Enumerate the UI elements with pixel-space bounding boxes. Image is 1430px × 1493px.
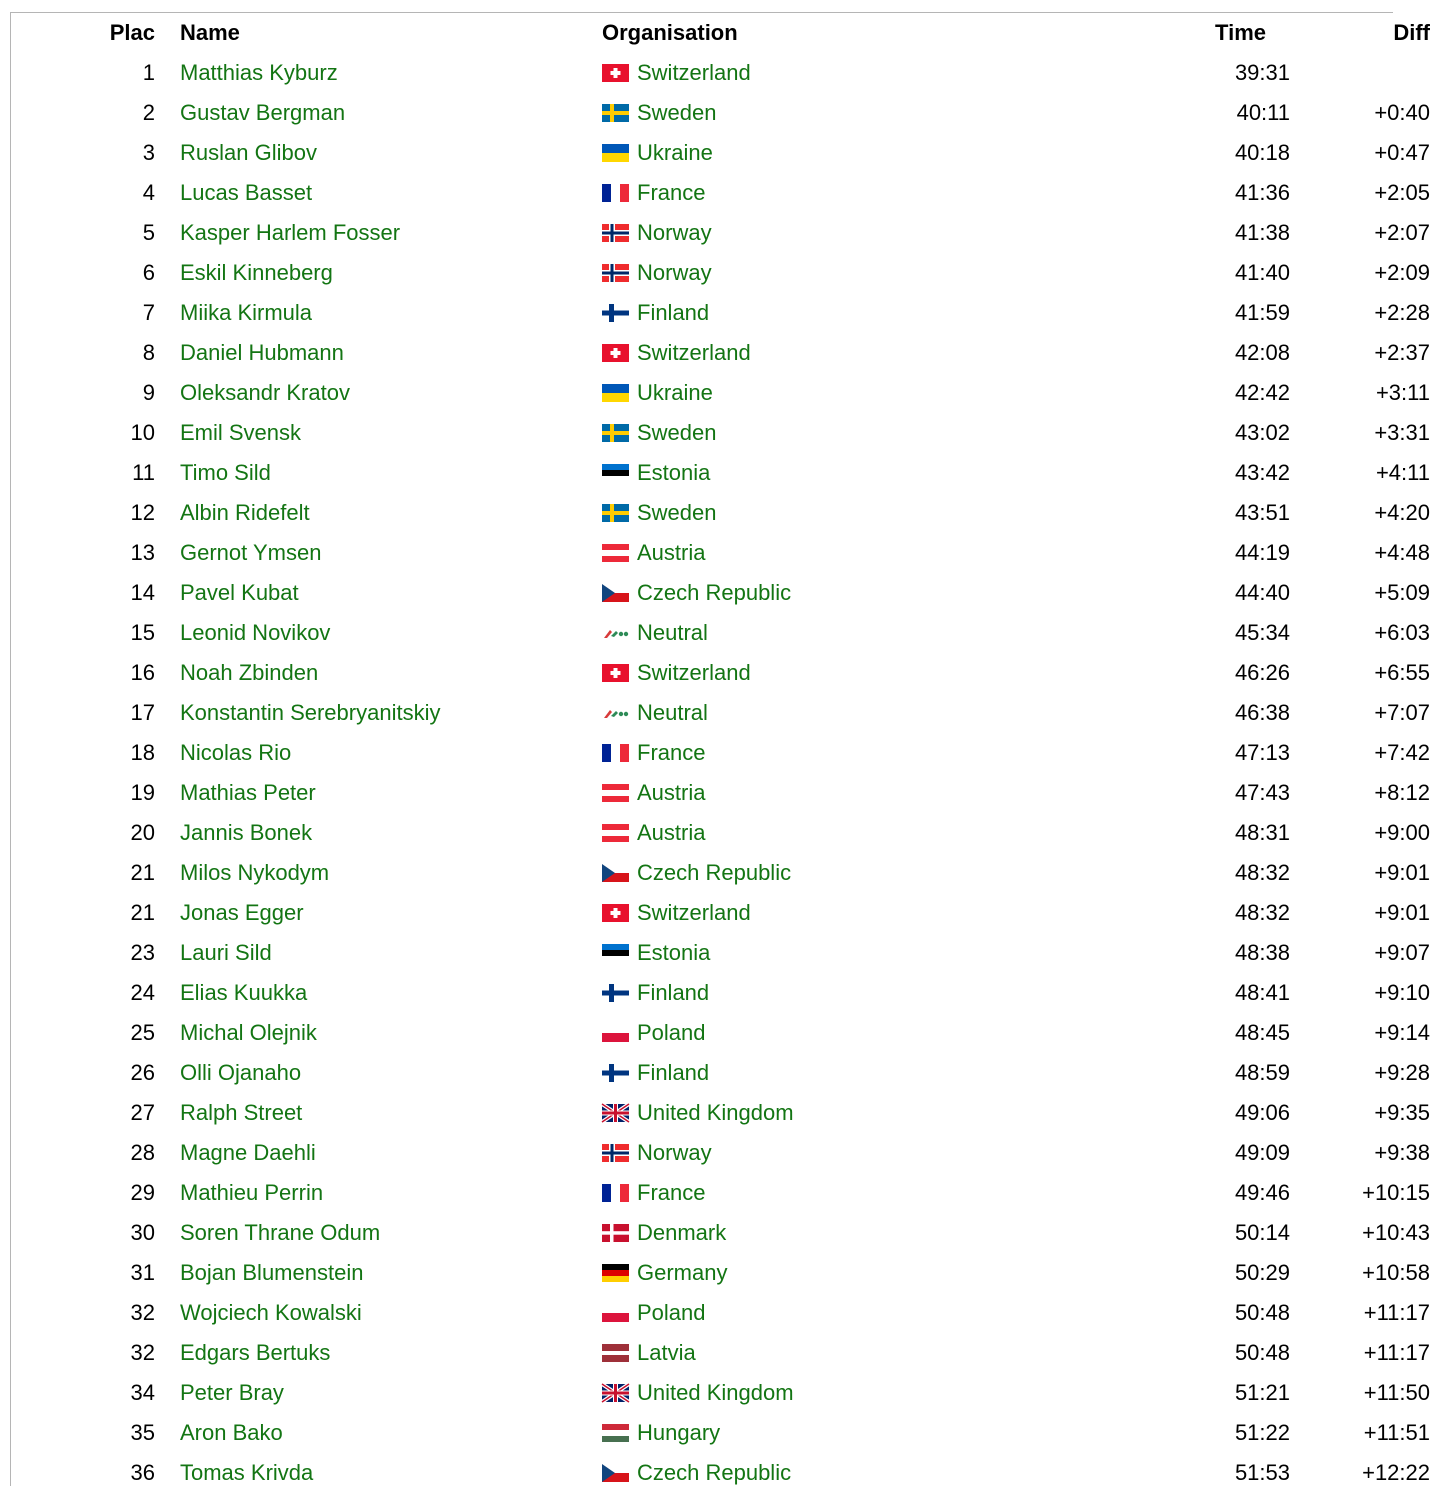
diff-cell: +9:01 [1374, 860, 1430, 885]
place-cell: 11 [132, 460, 155, 485]
diff-cell: +4:20 [1374, 500, 1430, 525]
table-row [12, 213, 1430, 253]
table-row [12, 533, 1430, 573]
runner-name-link[interactable]: Aron Bako [180, 1420, 283, 1445]
place-cell: 29 [130, 1180, 155, 1205]
organisation-link[interactable]: United Kingdom [637, 1380, 794, 1405]
at-flag-icon [602, 824, 629, 842]
table-row [12, 1093, 1430, 1133]
organisation-link[interactable]: Sweden [637, 500, 717, 525]
se-flag-icon [602, 424, 629, 442]
lv-flag-icon [602, 1344, 629, 1362]
neutral-flag-icon [602, 704, 629, 722]
time-cell: 41:40 [1234, 260, 1290, 285]
at-flag-icon [602, 784, 629, 802]
diff-cell: +11:51 [1363, 1420, 1430, 1445]
place-cell: 26 [130, 1060, 155, 1085]
column-header-organisation[interactable]: Organisation [602, 20, 738, 45]
runner-name-link[interactable]: Wojciech Kowalski [180, 1300, 362, 1325]
cz-flag-icon [602, 864, 629, 882]
diff-cell: +4:11 [1375, 460, 1430, 485]
runner-name-link[interactable]: Tomas Krivda [180, 1460, 314, 1485]
diff-cell: +4:48 [1374, 540, 1430, 565]
runner-name-link[interactable]: Albin Ridefelt [180, 500, 310, 525]
table-row [12, 1333, 1430, 1373]
place-cell: 3 [142, 140, 155, 165]
place-cell: 16 [130, 660, 155, 685]
place-cell: 30 [130, 1220, 155, 1245]
no-flag-icon [602, 1144, 629, 1162]
time-cell: 48:38 [1234, 940, 1290, 965]
runner-name-link[interactable]: Pavel Kubat [180, 580, 299, 605]
place-cell: 20 [130, 820, 155, 845]
place-cell: 35 [130, 1420, 155, 1445]
place-cell: 36 [130, 1460, 155, 1485]
diff-cell: +2:05 [1374, 180, 1430, 205]
table-row [12, 933, 1430, 973]
table-row [12, 453, 1430, 493]
organisation-link[interactable]: Neutral [637, 700, 708, 725]
diff-cell: +2:28 [1374, 300, 1430, 325]
runner-name-link[interactable]: Lucas Basset [180, 180, 313, 205]
organisation-link[interactable]: Czech Republic [637, 1460, 792, 1485]
diff-cell [1290, 53, 1430, 93]
time-cell: 49:46 [1234, 1180, 1290, 1205]
organisation-link[interactable]: Finland [637, 300, 710, 325]
time-cell: 48:41 [1234, 980, 1290, 1005]
diff-cell: +6:03 [1374, 620, 1430, 645]
diff-cell: +0:40 [1374, 100, 1430, 125]
runner-name-link[interactable]: Kasper Harlem Fosser [180, 220, 401, 245]
fi-flag-icon [602, 1064, 629, 1082]
place-cell: 7 [142, 300, 155, 325]
runner-name-link[interactable]: Bojan Blumenstein [180, 1260, 364, 1285]
diff-cell: +12:22 [1362, 1460, 1430, 1485]
place-cell: 34 [130, 1380, 155, 1405]
fi-flag-icon [602, 304, 629, 322]
no-flag-icon [602, 224, 629, 242]
table-row [12, 133, 1430, 173]
runner-name-link[interactable]: Mathias Peter [180, 780, 316, 805]
time-cell: 48:32 [1234, 900, 1290, 925]
diff-cell: +9:07 [1374, 940, 1430, 965]
column-header-time[interactable]: Time [1215, 20, 1266, 45]
place-cell: 15 [130, 620, 155, 645]
time-cell: 41:36 [1234, 180, 1290, 205]
place-cell: 25 [130, 1020, 155, 1045]
organisation-link[interactable]: Sweden [637, 100, 717, 125]
time-cell: 45:34 [1234, 620, 1290, 645]
time-cell: 43:51 [1234, 500, 1290, 525]
diff-cell: +2:09 [1374, 260, 1430, 285]
runner-name-link[interactable]: Milos Nykodym [180, 860, 330, 885]
fr-flag-icon [602, 1184, 629, 1202]
table-row [12, 1253, 1430, 1293]
organisation-link[interactable]: Austria [637, 820, 706, 845]
table-row [12, 893, 1430, 933]
fr-flag-icon [602, 744, 629, 762]
ch-flag-icon [602, 64, 629, 82]
organisation-link[interactable]: Finland [637, 1060, 710, 1085]
diff-cell: +9:10 [1374, 980, 1430, 1005]
place-cell: 13 [130, 540, 155, 565]
table-row [12, 53, 1430, 93]
runner-name-link[interactable]: Emil Svensk [180, 420, 302, 445]
ua-flag-icon [602, 384, 629, 402]
organisation-link[interactable]: Czech Republic [637, 580, 792, 605]
organisation-link[interactable]: Ukraine [637, 140, 713, 165]
ee-flag-icon [602, 944, 629, 962]
organisation-link[interactable]: Finland [637, 980, 710, 1005]
organisation-link[interactable]: Switzerland [637, 340, 751, 365]
place-cell: 10 [130, 420, 155, 445]
runner-name-link[interactable]: Jonas Egger [180, 900, 304, 925]
organisation-link[interactable]: France [637, 180, 706, 205]
organisation-link[interactable]: Denmark [637, 1220, 727, 1245]
table-row [12, 253, 1430, 293]
time-cell: 43:42 [1234, 460, 1290, 485]
diff-cell: +10:58 [1362, 1260, 1430, 1285]
runner-name-link[interactable]: Peter Bray [180, 1380, 284, 1405]
table-row [12, 373, 1430, 413]
table-row [12, 693, 1430, 733]
table-row [12, 1373, 1430, 1413]
runner-name-link[interactable]: Edgars Bertuks [180, 1340, 331, 1365]
runner-name-link[interactable]: Oleksandr Kratov [180, 380, 350, 405]
dk-flag-icon [602, 1224, 629, 1242]
time-cell: 48:31 [1234, 820, 1290, 845]
gb-flag-icon [602, 1384, 629, 1402]
ch-flag-icon [602, 344, 629, 362]
runner-name-link[interactable]: Soren Thrane Odum [180, 1220, 381, 1245]
organisation-link[interactable]: Norway [637, 220, 712, 245]
runner-name-link[interactable]: Eskil Kinneberg [180, 260, 333, 285]
runner-name-link[interactable]: Nicolas Rio [180, 740, 292, 765]
runner-name-link[interactable]: Konstantin Serebryanitskiy [180, 700, 441, 725]
time-cell: 51:21 [1234, 1380, 1290, 1405]
fi-flag-icon [602, 984, 629, 1002]
organisation-link[interactable]: Estonia [637, 940, 711, 965]
organisation-link[interactable]: Poland [637, 1020, 706, 1045]
diff-cell: +9:01 [1374, 900, 1430, 925]
place-cell: 21 [130, 900, 155, 925]
table-row [12, 93, 1430, 133]
pl-flag-icon [602, 1024, 629, 1042]
organisation-link[interactable]: Switzerland [637, 900, 751, 925]
organisation-link[interactable]: Ukraine [637, 380, 713, 405]
runner-name-link[interactable]: Mathieu Perrin [180, 1180, 324, 1205]
place-cell: 19 [130, 780, 155, 805]
table-row [12, 493, 1430, 533]
time-cell: 42:42 [1234, 380, 1290, 405]
table-row [12, 173, 1430, 213]
time-cell: 41:38 [1234, 220, 1290, 245]
diff-cell: +9:14 [1374, 1020, 1430, 1045]
table-row [12, 813, 1430, 853]
neutral-flag-icon [602, 624, 629, 642]
place-cell: 31 [130, 1260, 155, 1285]
time-cell: 40:11 [1236, 100, 1290, 125]
runner-name-link[interactable]: Michal Olejnik [180, 1020, 317, 1045]
time-cell: 44:19 [1234, 540, 1290, 565]
time-cell: 50:14 [1234, 1220, 1290, 1245]
place-cell: 32 [130, 1300, 155, 1325]
organisation-link[interactable]: Hungary [637, 1420, 721, 1445]
runner-name-link[interactable]: Olli Ojanaho [180, 1060, 302, 1085]
runner-name-link[interactable]: Miika Kirmula [180, 300, 313, 325]
time-cell: 43:02 [1234, 420, 1290, 445]
column-header-place[interactable]: Plac [109, 20, 155, 45]
time-cell: 42:08 [1234, 340, 1290, 365]
runner-name-link[interactable]: Gernot Ymsen [180, 540, 322, 565]
diff-cell: +10:15 [1362, 1180, 1430, 1205]
organisation-link[interactable]: Estonia [637, 460, 711, 485]
table-row [12, 613, 1430, 653]
place-cell: 18 [130, 740, 155, 765]
ch-flag-icon [602, 904, 629, 922]
table-row [12, 1173, 1430, 1213]
organisation-link[interactable]: France [637, 1180, 706, 1205]
place-cell: 1 [142, 60, 155, 85]
organisation-link[interactable]: Latvia [637, 1340, 696, 1365]
time-cell: 47:13 [1234, 740, 1290, 765]
time-cell: 50:48 [1234, 1340, 1290, 1365]
place-cell: 27 [130, 1100, 155, 1125]
se-flag-icon [602, 504, 629, 522]
table-row [12, 333, 1430, 373]
table-row [12, 1293, 1430, 1333]
runner-name-link[interactable]: Ruslan Glibov [180, 140, 317, 165]
place-cell: 23 [130, 940, 155, 965]
organisation-link[interactable]: United Kingdom [637, 1100, 794, 1125]
se-flag-icon [602, 104, 629, 122]
organisation-link[interactable]: Poland [637, 1300, 706, 1325]
runner-name-link[interactable]: Ralph Street [180, 1100, 303, 1125]
diff-cell: +9:28 [1374, 1060, 1430, 1085]
runner-name-link[interactable]: Leonid Novikov [180, 620, 331, 645]
ee-flag-icon [602, 464, 629, 482]
time-cell: 48:59 [1234, 1060, 1290, 1085]
place-cell: 6 [142, 260, 155, 285]
time-cell: 51:53 [1234, 1460, 1290, 1485]
diff-cell: +9:00 [1374, 820, 1430, 845]
runner-name-link[interactable]: Gustav Bergman [180, 100, 346, 125]
place-cell: 24 [130, 980, 155, 1005]
time-cell: 39:31 [1234, 60, 1290, 85]
organisation-link[interactable]: Austria [637, 540, 706, 565]
organisation-link[interactable]: Sweden [637, 420, 717, 445]
no-flag-icon [602, 264, 629, 282]
hu-flag-icon [602, 1424, 629, 1442]
header-row [12, 13, 1430, 53]
pl-flag-icon [602, 1304, 629, 1322]
organisation-link[interactable]: Germany [637, 1260, 728, 1285]
time-cell: 44:40 [1234, 580, 1290, 605]
time-cell: 47:43 [1234, 780, 1290, 805]
table-row [12, 1213, 1430, 1253]
runner-name-link[interactable]: Matthias Kyburz [180, 60, 338, 85]
diff-cell: +11:17 [1363, 1340, 1430, 1365]
runner-name-link[interactable]: Lauri Sild [180, 940, 272, 965]
diff-cell: +10:43 [1362, 1220, 1430, 1245]
place-cell: 14 [130, 580, 155, 605]
organisation-link[interactable]: Norway [637, 1140, 712, 1165]
table-row [12, 1053, 1430, 1093]
results-table [12, 13, 1430, 1493]
diff-cell: +5:09 [1374, 580, 1430, 605]
time-cell: 50:48 [1234, 1300, 1290, 1325]
de-flag-icon [602, 1264, 629, 1282]
diff-cell: +3:31 [1374, 420, 1430, 445]
place-cell: 9 [142, 380, 155, 405]
results-body [12, 53, 1430, 1493]
time-cell: 48:45 [1234, 1020, 1290, 1045]
table-row [12, 1133, 1430, 1173]
diff-cell: +9:38 [1374, 1140, 1430, 1165]
fr-flag-icon [602, 184, 629, 202]
time-cell: 51:22 [1234, 1420, 1290, 1445]
time-cell: 46:38 [1234, 700, 1290, 725]
diff-cell: +7:07 [1374, 700, 1430, 725]
ch-flag-icon [602, 664, 629, 682]
runner-name-link[interactable]: Timo Sild [180, 460, 271, 485]
place-cell: 8 [142, 340, 155, 365]
table-row [12, 293, 1430, 333]
runner-name-link[interactable]: Daniel Hubmann [180, 340, 344, 365]
diff-cell: +11:50 [1363, 1380, 1430, 1405]
table-row [12, 653, 1430, 693]
organisation-link[interactable]: Austria [637, 780, 706, 805]
table-row [12, 573, 1430, 613]
cz-flag-icon [602, 1464, 629, 1482]
table-row [12, 413, 1430, 453]
diff-cell: +8:12 [1374, 780, 1430, 805]
place-cell: 2 [142, 100, 155, 125]
place-cell: 5 [142, 220, 155, 245]
ua-flag-icon [602, 144, 629, 162]
diff-cell: +9:35 [1374, 1100, 1430, 1125]
diff-cell: +7:42 [1374, 740, 1430, 765]
gb-flag-icon [602, 1104, 629, 1122]
runner-name-link[interactable]: Jannis Bonek [180, 820, 313, 845]
table-row [12, 1453, 1430, 1493]
organisation-link[interactable]: Switzerland [637, 60, 751, 85]
table-row [12, 1413, 1430, 1453]
runner-name-link[interactable]: Magne Daehli [180, 1140, 316, 1165]
diff-cell: +2:37 [1374, 340, 1430, 365]
table-row [12, 1013, 1430, 1053]
organisation-link[interactable]: Norway [637, 260, 712, 285]
time-cell: 40:18 [1234, 140, 1290, 165]
cz-flag-icon [602, 584, 629, 602]
place-cell: 28 [130, 1140, 155, 1165]
runner-name-link[interactable]: Noah Zbinden [180, 660, 319, 685]
diff-cell: +2:07 [1374, 220, 1430, 245]
place-cell: 17 [130, 700, 155, 725]
diff-cell: +3:11 [1375, 380, 1430, 405]
column-header-diff[interactable]: Diff [1393, 20, 1430, 45]
place-cell: 32 [130, 1340, 155, 1365]
organisation-link[interactable]: Neutral [637, 620, 708, 645]
time-cell: 50:29 [1234, 1260, 1290, 1285]
table-row [12, 773, 1430, 813]
time-cell: 49:09 [1234, 1140, 1290, 1165]
diff-cell: +6:55 [1374, 660, 1430, 685]
time-cell: 46:26 [1234, 660, 1290, 685]
table-row [12, 853, 1430, 893]
table-row [12, 733, 1430, 773]
place-cell: 21 [130, 860, 155, 885]
organisation-link[interactable]: France [637, 740, 706, 765]
time-cell: 48:32 [1234, 860, 1290, 885]
runner-name-link[interactable]: Elias Kuukka [180, 980, 308, 1005]
time-cell: 41:59 [1234, 300, 1290, 325]
diff-cell: +0:47 [1374, 140, 1430, 165]
time-cell: 49:06 [1234, 1100, 1290, 1125]
place-cell: 12 [130, 500, 155, 525]
place-cell: 4 [142, 180, 155, 205]
organisation-link[interactable]: Switzerland [637, 660, 751, 685]
diff-cell: +11:17 [1363, 1300, 1430, 1325]
organisation-link[interactable]: Czech Republic [637, 860, 792, 885]
table-row [12, 973, 1430, 1013]
column-header-name[interactable]: Name [180, 20, 240, 45]
at-flag-icon [602, 544, 629, 562]
